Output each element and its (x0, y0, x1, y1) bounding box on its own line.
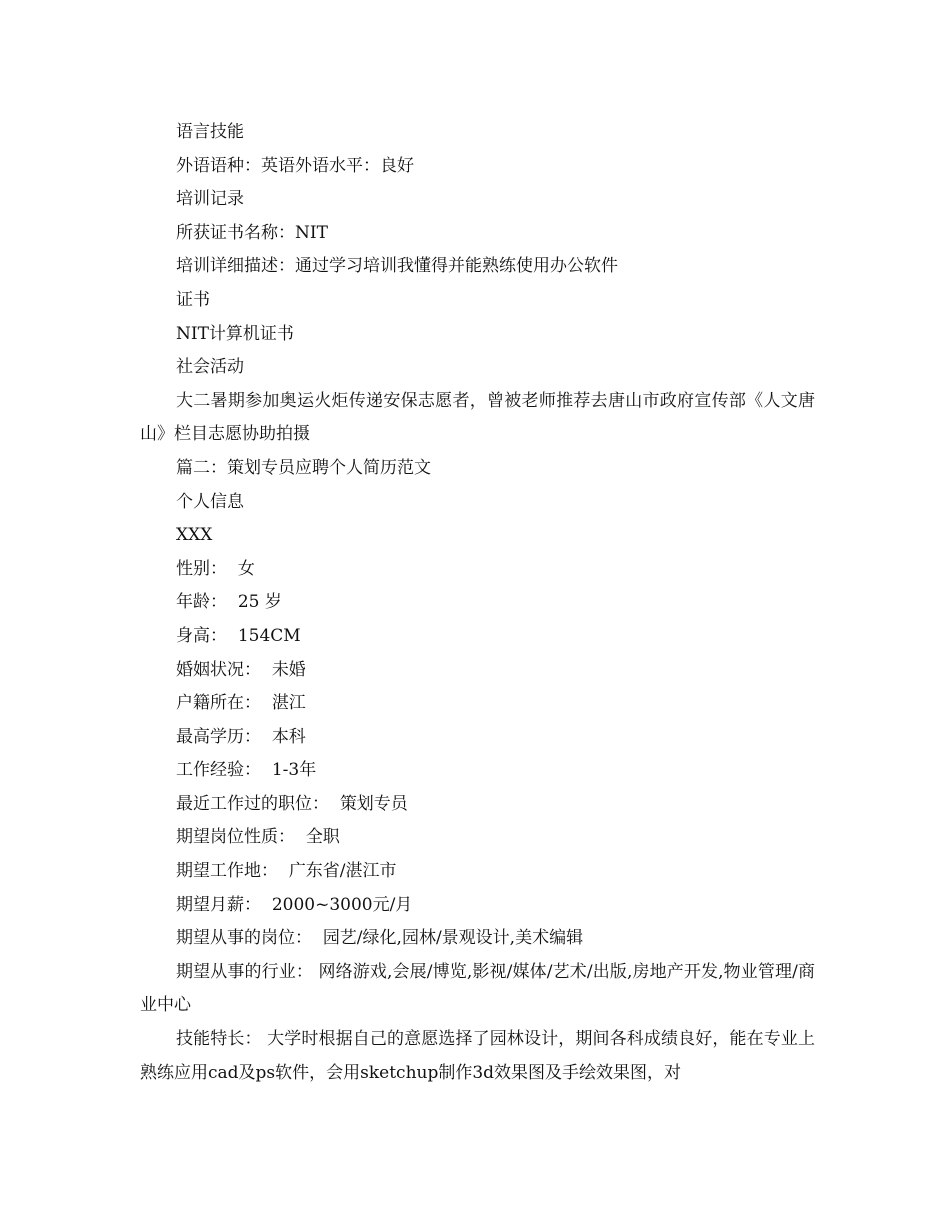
heading-social-activities: 社会活动 (176, 357, 244, 378)
field-value: 湛江 (271, 693, 306, 714)
field-value: 未婚 (271, 659, 306, 680)
field-label: 婚姻状况： (176, 659, 261, 680)
language-detail: 外语语种：英语外语水平：良好 (176, 155, 414, 176)
field-value: 2000~3000元/月 (271, 894, 413, 915)
field-expected-salary (140, 889, 815, 923)
skills-paragraph: 技能特长： 大学时根据自己的意愿选择了园林设计，期间各科成绩良好，能在专业上熟练应用cad及ps软件，会用sketchup制作3d效果图及手绘效果图，对 (140, 1029, 815, 1083)
field-value: 女 (237, 558, 255, 579)
field-label: 期望岗位性质： (176, 827, 295, 848)
field-marital-status (140, 654, 815, 688)
field-label: 最高学历： (176, 726, 261, 747)
field-age (140, 586, 815, 620)
field-recent-position (140, 788, 815, 822)
field-label: 户籍所在： (176, 693, 261, 714)
heading-training-record: 培训记录 (176, 189, 244, 210)
field-label: 最近工作过的职位： (176, 793, 329, 814)
field-value: 1-3年 (271, 760, 317, 781)
field-education (140, 721, 815, 755)
field-label: 身高： (176, 625, 227, 646)
field-household-registration (140, 687, 815, 721)
field-job-type (140, 821, 815, 855)
document-body (140, 116, 815, 1090)
heading-certificate: 证书 (176, 289, 210, 310)
field-label: 工作经验： (176, 760, 261, 781)
certificate-name: 所获证书名称：NIT (176, 222, 328, 243)
field-label: 期望从事的岗位： (176, 928, 312, 949)
heading-language-skills: 语言技能 (176, 122, 244, 142)
field-value: 广东省/湛江市 (288, 861, 397, 882)
certificate-item: NIT计算机证书 (176, 323, 294, 344)
applicant-name: XXX (176, 525, 213, 546)
field-gender (140, 553, 815, 587)
field-height (140, 620, 815, 654)
social-activity-paragraph: 大二暑期参加奥运火炬传递安保志愿者，曾被老师推荐去唐山市政府宣传部《人文唐山》栏目志愿协助拍摄 (140, 390, 815, 445)
field-value: 全职 (305, 827, 340, 848)
field-value: 策划专员 (339, 793, 408, 814)
training-description: 培训详细描述：通过学习培训我懂得并能熟练使用办公软件 (176, 256, 618, 277)
field-expected-location (140, 855, 815, 889)
field-label: 年龄： (176, 592, 227, 613)
field-value: 25 岁 (237, 592, 282, 613)
field-label: 期望工作地： (176, 861, 278, 882)
field-label: 期望月薪： (176, 894, 261, 915)
heading-personal-info: 个人信息 (176, 491, 244, 512)
field-label: 性别： (176, 558, 227, 579)
field-value: 园艺/绿化,园林/景观设计,美术编辑 (322, 928, 584, 949)
field-value: 本科 (271, 726, 306, 747)
field-value: 154CM (237, 625, 301, 646)
section-two-title: 篇二：策划专员应聘个人简历范文 (176, 457, 431, 478)
field-expected-position (140, 922, 815, 956)
industry-paragraph: 期望从事的行业： 网络游戏,会展/博览,影视/媒体/艺术/出版,房地产开发,物业管理/商业中心 (140, 961, 815, 1016)
field-work-experience (140, 754, 815, 788)
